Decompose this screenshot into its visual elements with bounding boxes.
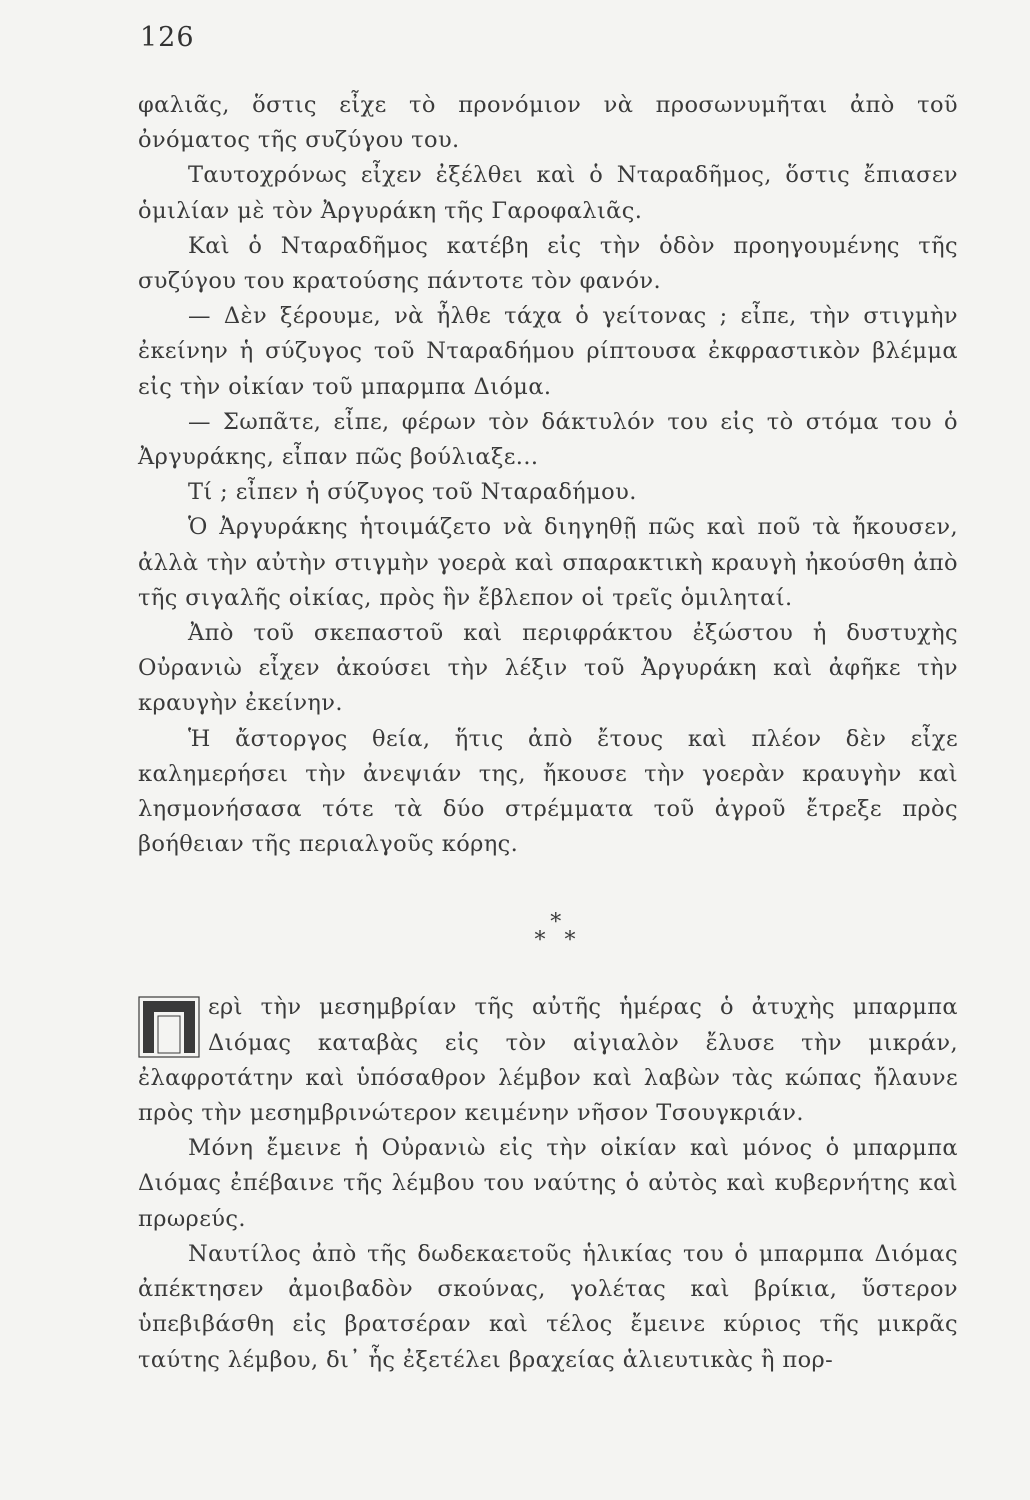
dropcap-initial <box>138 996 200 1058</box>
paragraph: Τί ; εἶπεν ἡ σύζυγος τοῦ Νταραδήμου. <box>188 479 637 506</box>
asterism-bottom: * * <box>534 928 582 954</box>
dropcap-letter <box>138 996 139 997</box>
asterism <box>138 910 958 954</box>
asterism-top: * <box>550 910 562 936</box>
paragraph: — Δὲν ξέρουμε, νὰ ἦλθε τάχα ὁ γείτονας ; εἶπε, τὴν στιγμὴν ἐκείνην ἡ σύζυγος τοῦ Νταραδήμου ρίπτουσα ἐκφραστικὸν βλέμμα εἰς τὴν οἰκίαν τοῦ μπαρμπα Διόμα. <box>138 303 958 400</box>
paragraph: Καὶ ὁ Νταραδῆμος κατέβη εἰς τὴν ὁδὸν προηγουμένης τῆς συζύγου του κρατούσης πάντοτε τὸν φανόν. <box>138 232 958 295</box>
paragraph: Μόνη ἔμεινε ἡ Οὐρανιὼ εἰς τὴν οἰκίαν καὶ μόνος ὁ μπαρμπα Διόμας ἐπέβαινε τῆς λέμβου του ναύτης ὁ αὐτὸς καὶ κυβερνήτης καὶ πρωρεύς. <box>138 1135 958 1232</box>
paragraph: Ἡ ἄστοργος θεία, ἥτις ἀπὸ ἔτους καὶ πλέον δὲν εἶχε καλημερήσει τὴν ἀνεψιάν της, ἤκουσε τὴν γοερὰν κραυγὴν καὶ λησμονήσασα τότε τὰ δύο στρέμματα τοῦ ἀγροῦ ἔτρεξε πρὸς βοήθειαν τῆς περιαλγοῦς κόρης. <box>138 725 958 858</box>
body-text <box>138 88 958 1378</box>
paragraph: Ὁ Ἀργυράκης ἡτοιμάζετο νὰ διηγηθῇ πῶς καὶ ποῦ τὰ ἤκουσεν, ἀλλὰ τὴν αὐτὴν στιγμὴν γοερὰ καὶ σπαρακτικὴ κραυγὴ ἠκούσθη ἀπὸ τῆς σιγαλῆς οἰκίας, πρὸς ἣν ἔβλεπον οἱ τρεῖς ὁμιληταί. <box>138 514 958 611</box>
paragraph: Ναυτίλος ἀπὸ τῆς δωδεκαετοῦς ἡλικίας του ὁ μπαρμπα Διόμας ἀπέκτησεν ἀμοιβαδὸν σκούνας, γολέτας καὶ βρίκια, ὕστερον ὑπεβιβάσθη εἰς βρατσέραν καὶ τέλος ἔμεινε κύριος τῆς μικρᾶς ταύτης λέμβου, δι᾿ ἧς ἐξετέλει βραχείας ἁλιευτικὰς ἢ πορ- <box>138 1240 958 1373</box>
paragraph: Ἀπὸ τοῦ σκεπαστοῦ καὶ περιφράκτου ἐξώστου ἡ δυστυχὴς Οὐρανιὼ εἶχεν ἀκούσει τὴν λέξιν τοῦ Ἀργυράκη καὶ ἀφῆκε τὴν κραυγὴν ἐκείνην. <box>138 620 958 717</box>
page-number: 126 <box>140 22 195 53</box>
paragraph: φαλιᾶς, ὅστις εἶχε τὸ προνόμιον νὰ προσωνυμῆται ἀπὸ τοῦ ὀνόματος τῆς συζύγου του. <box>138 92 958 154</box>
dropcap-paragraph <box>138 990 958 1131</box>
section-break <box>138 862 958 990</box>
dropcap-paragraph-text: ερὶ τὴν μεσημβρίαν τῆς αὐτῆς ἡμέρας ὁ ἀτυχὴς μπαρμπα Διόμας καταβὰς εἰς τὸν αἰγιαλὸν ἔλυσε τὴν μικράν, ἐλαφροτάτην καὶ ὑπόσαθρον λέμβον καὶ λαβὼν τὰς κώπας ἤλαυνε πρὸς τὴν μεσημβρινώτερον κειμένην νῆσον Τσουγκριάν. <box>138 994 958 1127</box>
dropcap-pi-icon <box>138 996 200 1058</box>
paragraph: — Σωπᾶτε, εἶπε, φέρων τὸν δάκτυλόν του εἰς τὸ στόμα του ὁ Ἀργυράκης, εἶπαν πῶς βούλιαξε... <box>138 408 958 471</box>
paragraph: Ταυτοχρόνως εἶχεν ἐξέλθει καὶ ὁ Νταραδῆμος, ὅστις ἔπιασεν ὁμιλίαν μὲ τὸν Ἀργυράκη τῆς Γαροφαλιᾶς. <box>138 162 958 224</box>
